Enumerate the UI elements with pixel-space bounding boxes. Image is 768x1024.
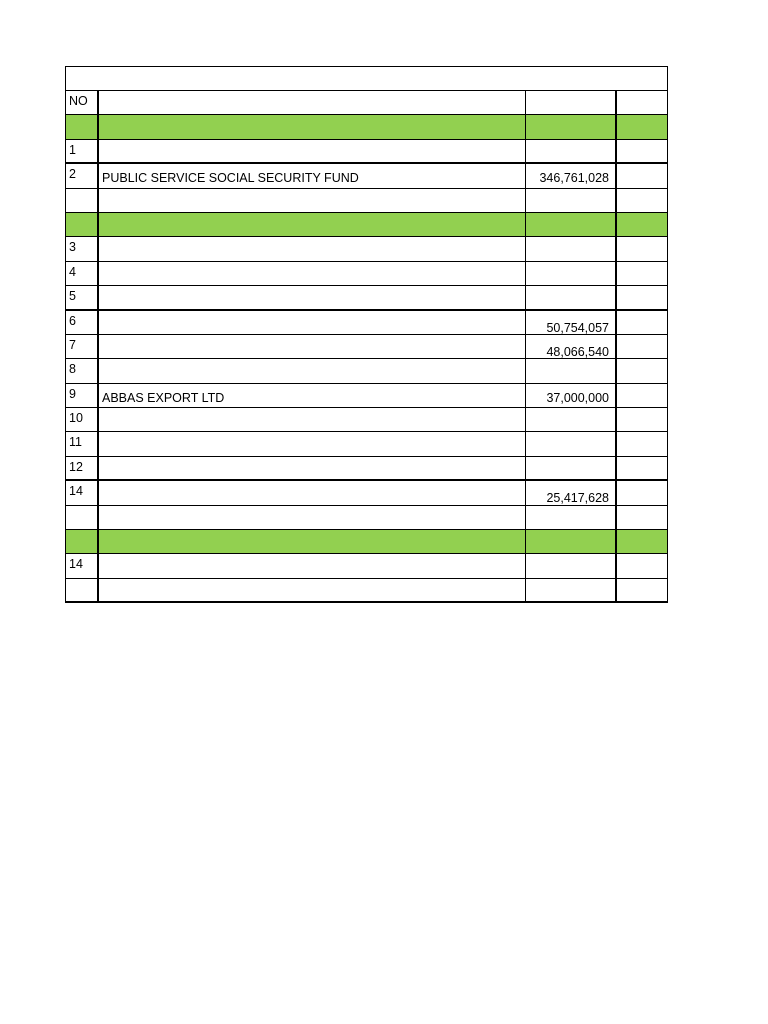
cell-extra: [617, 140, 667, 162]
cell-amount: 50,754,057: [526, 311, 617, 334]
cell-extra: [617, 481, 667, 504]
header-amount: [526, 91, 617, 114]
cell-amount: 346,761,028: [526, 164, 617, 187]
cell-extra: [617, 115, 667, 138]
section-row: [66, 530, 667, 554]
cell-extra: [617, 432, 667, 455]
cell-extra: [617, 237, 667, 260]
cell-no: 14: [66, 554, 99, 577]
title-row: [66, 67, 667, 91]
cell-amount: 48,066,540: [526, 335, 617, 358]
cell-name: [99, 359, 526, 382]
cell-amount: [526, 262, 617, 285]
cell-name: [99, 481, 526, 504]
table-row: [66, 164, 667, 188]
cell-extra: [617, 579, 667, 601]
cell-name: [99, 432, 526, 455]
cell-no: [66, 115, 99, 138]
cell-amount: [526, 213, 617, 236]
cell-name: ABBAS EXPORT LTD: [99, 384, 526, 407]
cell-name: [99, 457, 526, 479]
cell-amount: [526, 432, 617, 455]
cell-name: [99, 189, 526, 212]
cell-no: 4: [66, 262, 99, 285]
cell-no: 8: [66, 359, 99, 382]
cell-no: 1: [66, 140, 99, 162]
cell-no: [66, 530, 99, 553]
cell-name: [99, 311, 526, 334]
cell-amount: [526, 530, 617, 553]
table-row: [66, 140, 667, 164]
cell-extra: [617, 408, 667, 431]
cell-name: [99, 579, 526, 601]
cell-no: 14: [66, 481, 99, 504]
cell-no: 11: [66, 432, 99, 455]
cell-amount: [526, 359, 617, 382]
table-row: [66, 408, 667, 432]
cell-amount: [526, 554, 617, 577]
section-row: [66, 213, 667, 237]
cell-amount: 37,000,000: [526, 384, 617, 407]
cell-extra: [617, 311, 667, 334]
cell-extra: [617, 359, 667, 382]
table-row: [66, 311, 667, 335]
cell-amount: [526, 237, 617, 260]
cell-no: 12: [66, 457, 99, 479]
table-row: [66, 189, 667, 213]
cell-extra: [617, 286, 667, 308]
cell-name: [99, 408, 526, 431]
table-row: [66, 286, 667, 310]
cell-no: [66, 506, 99, 529]
cell-extra: [617, 554, 667, 577]
table-row: [66, 237, 667, 261]
cell-name: [99, 506, 526, 529]
cell-amount: 25,417,628: [526, 481, 617, 504]
cell-amount: [526, 457, 617, 479]
header-name: [99, 91, 526, 114]
cell-no: [66, 579, 99, 601]
table-row: [66, 359, 667, 383]
cell-amount: [526, 506, 617, 529]
cell-extra: [617, 506, 667, 529]
header-no: NO: [66, 91, 99, 114]
cell-name: [99, 115, 526, 138]
cell-name: [99, 554, 526, 577]
cell-no: 10: [66, 408, 99, 431]
table-row: [66, 457, 667, 481]
cell-no: 9: [66, 384, 99, 407]
header-row: [66, 91, 667, 115]
table-row: [66, 554, 667, 578]
cell-no: 6: [66, 311, 99, 334]
cell-name: [99, 286, 526, 308]
table-row: [66, 262, 667, 286]
cell-extra: [617, 335, 667, 358]
cell-no: 7: [66, 335, 99, 358]
cell-no: 5: [66, 286, 99, 308]
cell-extra: [617, 213, 667, 236]
cell-extra: [617, 457, 667, 479]
table-row: [66, 432, 667, 456]
cell-extra: [617, 530, 667, 553]
cell-amount: [526, 286, 617, 308]
cell-amount: [526, 408, 617, 431]
cell-extra: [617, 262, 667, 285]
cell-amount: [526, 579, 617, 601]
header-extra: [617, 91, 667, 114]
table-row: [66, 335, 667, 359]
cell-extra: [617, 189, 667, 212]
table-row: [66, 481, 667, 505]
cell-extra: [617, 164, 667, 187]
cell-no: 2: [66, 164, 99, 187]
cell-name: [99, 530, 526, 553]
cell-name: [99, 262, 526, 285]
table-body: [66, 115, 667, 603]
cell-no: [66, 189, 99, 212]
cell-name: [99, 140, 526, 162]
table-row: [66, 579, 667, 603]
table-row: [66, 506, 667, 530]
cell-name: [99, 335, 526, 358]
cell-no: 3: [66, 237, 99, 260]
section-row: [66, 115, 667, 139]
cell-amount: [526, 140, 617, 162]
spreadsheet-table: [65, 66, 668, 603]
cell-name: PUBLIC SERVICE SOCIAL SECURITY FUND: [99, 164, 526, 187]
cell-name: [99, 213, 526, 236]
cell-amount: [526, 115, 617, 138]
cell-no: [66, 213, 99, 236]
cell-extra: [617, 384, 667, 407]
cell-name: [99, 237, 526, 260]
table-row: [66, 384, 667, 408]
cell-amount: [526, 189, 617, 212]
